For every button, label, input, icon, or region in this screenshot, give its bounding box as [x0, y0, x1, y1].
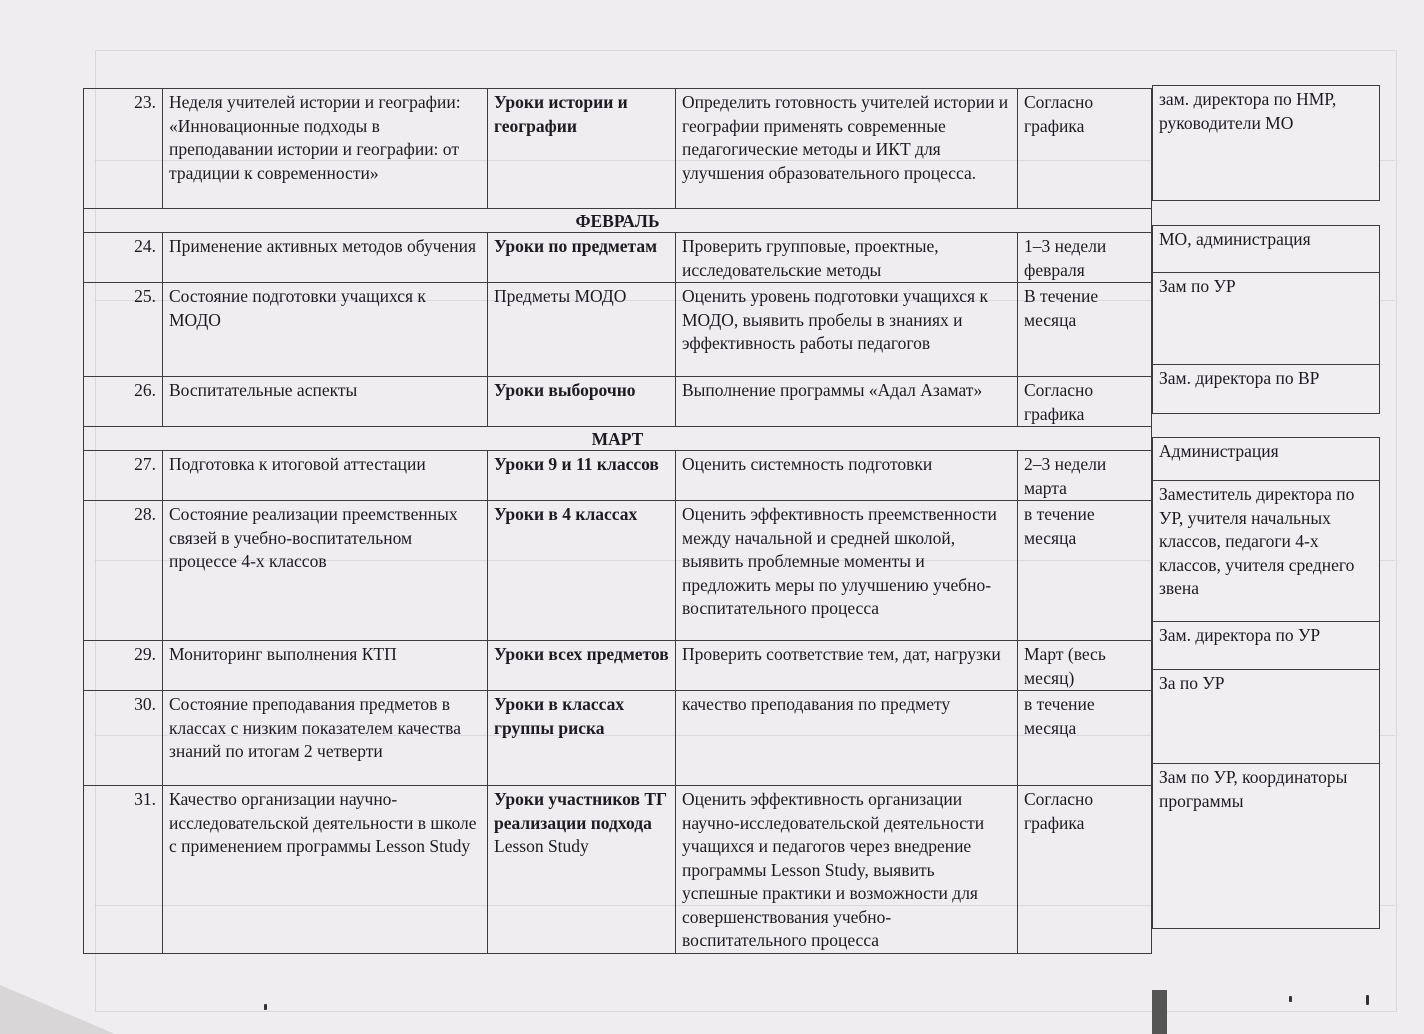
- control-goal: качество преподавания по предмету: [676, 691, 1018, 786]
- control-topic: Качество организации научно-исследовательской деятельности в школе с применением программы Lesson Study: [163, 786, 488, 954]
- responsible-cell: Зам по УР, координаторы программы: [1152, 763, 1380, 929]
- control-goal: Оценить системность подготовки: [676, 451, 1018, 501]
- responsible-cell: Зам. директора по УР: [1152, 621, 1380, 671]
- table-row: [84, 786, 1152, 954]
- scanner-edge-shadow: [1152, 990, 1167, 1034]
- section-row: [84, 427, 1152, 451]
- control-topic: Подготовка к итоговой аттестации: [163, 451, 488, 501]
- control-topic: Неделя учителей истории и географии: «Инновационные подходы в преподавании истории и географии: от традиции к современности»: [163, 89, 488, 209]
- table-row: [84, 89, 1152, 209]
- control-topic: Состояние преподавания предметов в классах с низким показателем качества знаний по итогам 2 четверти: [163, 691, 488, 786]
- table-row: [84, 451, 1152, 501]
- row-number: 26.: [84, 377, 163, 427]
- row-number: 28.: [84, 501, 163, 641]
- table-row: [84, 641, 1152, 691]
- table-row: [84, 377, 1152, 427]
- row-number: 24.: [84, 233, 163, 283]
- responsible-cell: Зам по УР: [1152, 272, 1380, 366]
- control-object: Уроки выборочно: [488, 377, 676, 427]
- control-topic: Применение активных методов обучения: [163, 233, 488, 283]
- control-goal: Выполнение программы «Адал Азамат»: [676, 377, 1018, 427]
- responsible-cell: За по УР: [1152, 669, 1380, 765]
- control-topic: Воспитательные аспекты: [163, 377, 488, 427]
- control-object: Уроки в 4 классах: [488, 501, 676, 641]
- control-goal: Оценить эффективность преемственности между начальной и средней школой, выявить проблемные моменты и предложить меры по улучшению учебно-воспитательного процесса: [676, 501, 1018, 641]
- responsible-cell: Администрация: [1152, 437, 1380, 482]
- control-goal: Оценить эффективность организации научно-исследовательской деятельности учащихся и педагогов через внедрение программы Lesson Study, выявить успешные практики и возможности для совершенствования учебно-воспитательного процесса: [676, 786, 1018, 954]
- control-object: Уроки по предметам: [488, 233, 676, 283]
- table-row: [84, 501, 1152, 641]
- control-timing: 2–3 недели марта: [1018, 451, 1152, 501]
- row-number: 23.: [84, 89, 163, 209]
- table-row: [84, 283, 1152, 377]
- control-timing: Март (весь месяц): [1018, 641, 1152, 691]
- responsible-cell: Заместитель директора по УР, учителя начальных классов, педагоги 4-х классов, учителя среднего звена: [1152, 480, 1380, 623]
- control-object-plain: Lesson Study: [494, 836, 589, 856]
- control-timing: в течение месяца: [1018, 501, 1152, 641]
- control-goal: Проверить групповые, проектные, исследовательские методы: [676, 233, 1018, 283]
- section-row: [84, 209, 1152, 233]
- section-title-march: МАРТ: [84, 427, 1152, 451]
- control-goal: Проверить соответствие тем, дат, нагрузки: [676, 641, 1018, 691]
- control-timing: в течение месяца: [1018, 691, 1152, 786]
- scan-speck: [1289, 996, 1292, 1002]
- control-goal: Определить готовность учителей истории и географии применять современные педагогические методы и ИКТ для улучшения образовательного процесса.: [676, 89, 1018, 209]
- control-plan-table: [83, 88, 1152, 954]
- control-timing: 1–3 недели февраля: [1018, 233, 1152, 283]
- responsible-column: [1152, 0, 1382, 1034]
- control-object: Уроки в классах группы риска: [488, 691, 676, 786]
- responsible-cell: зам. директора по НМР, руководители МО: [1152, 85, 1380, 201]
- control-topic: Состояние подготовки учащихся к МОДО: [163, 283, 488, 377]
- section-title-february: ФЕВРАЛЬ: [84, 209, 1152, 233]
- control-timing: В течение месяца: [1018, 283, 1152, 377]
- control-goal: Оценить уровень подготовки учащихся к МОДО, выявить пробелы в знаниях и эффективность работы педагогов: [676, 283, 1018, 377]
- row-number: 31.: [84, 786, 163, 954]
- row-number: 27.: [84, 451, 163, 501]
- control-timing: Согласно графика: [1018, 377, 1152, 427]
- control-object: [488, 786, 676, 954]
- control-object-bold: Уроки участников ТГ реализации подхода: [494, 789, 668, 833]
- scan-speck: [1366, 995, 1369, 1005]
- control-object: Предметы МОДО: [488, 283, 676, 377]
- control-object: Уроки 9 и 11 классов: [488, 451, 676, 501]
- row-number: 29.: [84, 641, 163, 691]
- row-number: 25.: [84, 283, 163, 377]
- control-object: Уроки истории и географии: [488, 89, 676, 209]
- control-topic: Мониторинг выполнения КТП: [163, 641, 488, 691]
- table-row: [84, 233, 1152, 283]
- control-timing: Согласно графика: [1018, 89, 1152, 209]
- row-number: 30.: [84, 691, 163, 786]
- control-object: Уроки всех предметов: [488, 641, 676, 691]
- control-topic: Состояние реализации преемственных связей в учебно-воспитательном процессе 4-х классов: [163, 501, 488, 641]
- responsible-cell: Зам. директора по ВР: [1152, 364, 1380, 414]
- responsible-cell: МО, администрация: [1152, 225, 1380, 274]
- scan-speck: [264, 1004, 267, 1010]
- control-timing: Согласно графика: [1018, 786, 1152, 954]
- table-row: [84, 691, 1152, 786]
